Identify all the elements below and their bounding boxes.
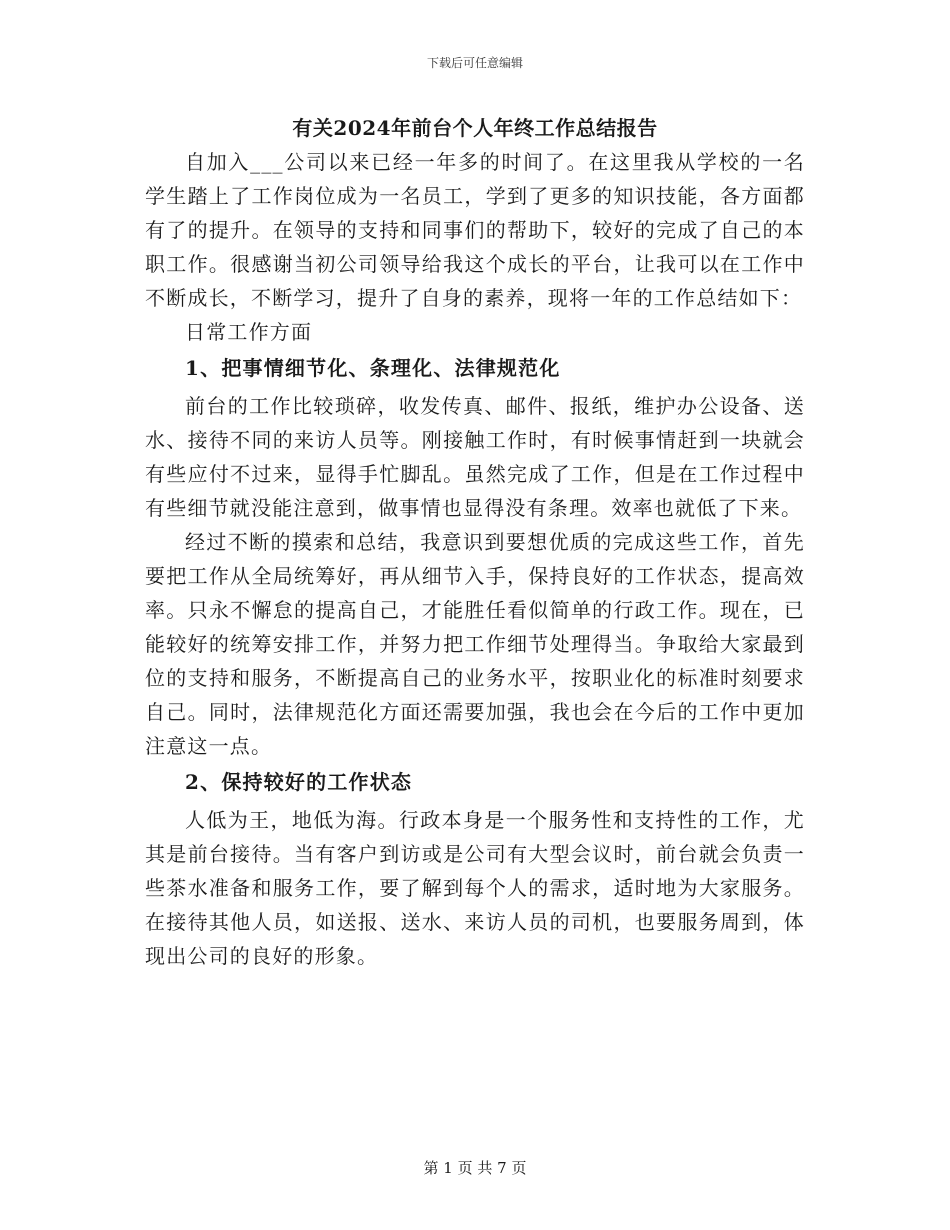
page-header-note: 下载后可任意编辑 bbox=[426, 56, 523, 70]
document-body bbox=[145, 113, 805, 973]
section1-paragraph: 经过不断的摸索和总结，我意识到要想优质的完成这些工作，首先要把工作从全局统筹好，再从细节入手，保持良好的工作状态，提高效率。只永不懈怠的提高自己，才能胜任看似简单的行政工作。现在，已能较好的统筹安排工作，并努力把工作细节处理得当。争取给大家最到位的支持和服务，不断提高自己的业务水平，按职业化的标准时刻要求自己。同时，法律规范化方面还需要加强，我也会在今后的工作中更加注意这一点。 bbox=[145, 530, 805, 758]
intro-paragraph: 自加入___公司以来已经一年多的时间了。在这里我从学校的一名学生踏上了工作岗位成为一名员工，学到了更多的知识技能，各方面都有了的提升。在领导的支持和同事们的帮助下，较好的完成了自己的本职工作。很感谢当初公司领导给我这个成长的平台，让我可以在工作中不断成长，不断学习，提升了自身的素养，现将一年的工作总结如下： bbox=[145, 150, 805, 310]
page-indicator: 第 1 页 共 7 页 bbox=[423, 1159, 527, 1177]
document-title: 有关2024年前台个人年终工作总结报告 bbox=[292, 116, 658, 140]
section-label-daily-work: 日常工作方面 bbox=[185, 320, 313, 344]
section-heading-1: 1、把事情细节化、条理化、法律规范化 bbox=[185, 356, 561, 380]
section2-paragraph: 人低为王，地低为海。行政本身是一个服务性和支持性的工作，尤其是前台接待。当有客户到访或是公司有大型会议时，前台就会负责一些茶水准备和服务工作，要了解到每个人的需求，适时地为大家服务。在接待其他人员，如送报、送水、来访人员的司机，也要服务周到，体现出公司的良好的形象。 bbox=[145, 808, 805, 968]
section1-paragraph: 前台的工作比较琐碎，收发传真、邮件、报纸，维护办公设备、送水、接待不同的来访人员等。刚接触工作时，有时候事情赶到一块就会有些应付不过来，显得手忙脚乱。虽然完成了工作，但是在工作过程中有些细节就没能注意到，做事情也显得没有条理。效率也就低了下来。 bbox=[145, 394, 805, 520]
section-heading-2: 2、保持较好的工作状态 bbox=[185, 770, 413, 794]
